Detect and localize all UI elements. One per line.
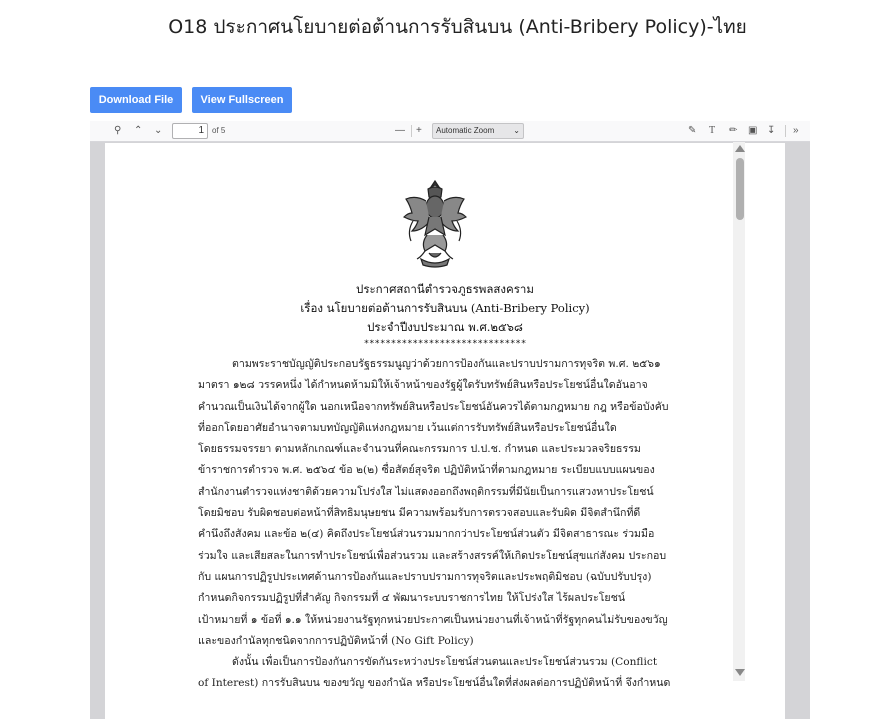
page-count: of 5 bbox=[212, 126, 226, 135]
view-fullscreen-button[interactable]: View Fullscreen bbox=[192, 87, 292, 113]
toolbar-divider bbox=[785, 125, 786, 137]
document-line: กำหนดกิจกรรมปฏิรูปที่สำคัญ กิจกรรมที่ ๔ พัฒนาระบบราชการไทย ให้โปร่งใส ไร้ผลประโยชน์ bbox=[198, 592, 626, 605]
document-line: คำนวณเป็นเงินได้จากผู้ใด นอกเหนือจากทรัพย์สินหรือประโยชน์อันควรได้ตามกฎหมาย กฎ หรือข้อบังคับ bbox=[198, 400, 669, 413]
document-line: of Interest) การรับสินบน ของขวัญ ของกำนัล หรือประโยชน์อื่นใดที่ส่งผลต่อการปฏิบัติหน้าที่ จึงกำหนด bbox=[198, 677, 671, 690]
previous-page-icon[interactable]: ⌃ bbox=[134, 125, 143, 136]
document-line: โดยธรรมจรรยา ตามหลักเกณฑ์และจำนวนที่คณะกรรมการ ป.ป.ช. กำหนด และประมวลจริยธรรม bbox=[198, 443, 641, 456]
document-line: และของกำนัลทุกชนิดจากการปฏิบัติหน้าที่ (No Gift Policy) bbox=[198, 634, 474, 647]
image-icon[interactable]: ▣ bbox=[748, 125, 758, 136]
zoom-select-value: Automatic Zoom bbox=[436, 126, 495, 135]
scroll-up-icon[interactable] bbox=[735, 145, 745, 152]
search-icon[interactable]: ⚲ bbox=[114, 125, 122, 136]
page-title: O18 ประกาศนโยบายต่อต้านการรับสินบน (Anti-Bribery Policy)-ไทย bbox=[168, 16, 747, 38]
download-file-button[interactable]: Download File bbox=[90, 87, 182, 113]
document-heading-1: ประกาศสถานีตำรวจภูธรพลสงคราม bbox=[356, 282, 534, 296]
pdf-toolbar bbox=[90, 121, 810, 142]
document-line: ข้าราชการตำรวจ พ.ศ. ๒๕๖๔ ข้อ ๒(๒) ซื่อสัตย์สุจริต ปฏิบัติหน้าที่ตามกฎหมาย ระเบียบแบบแผนของ bbox=[198, 464, 655, 477]
document-line: เป้าหมายที่ ๑ ข้อที่ ๑.๑ ให้หน่วยงานรัฐทุกหน่วยประกาศเป็นหน่วยงานที่เจ้าหน้าที่รัฐทุกคนไม่รับของขวัญ bbox=[198, 613, 668, 626]
document-divider-stars: ****************************** bbox=[363, 339, 527, 349]
next-page-icon[interactable]: ⌄ bbox=[154, 125, 163, 136]
garuda-emblem-icon bbox=[401, 177, 469, 269]
document-line: ตามพระราชบัญญัติประกอบรัฐธรรมนูญว่าด้วยการป้องกันและปราบปรามการทุจริต พ.ศ. ๒๕๖๑ bbox=[232, 358, 661, 370]
document-line: สำนักงานตำรวจแห่งชาติด้วยความโปร่งใส ไม่แสดงออกถึงพฤติกรรมที่มีนัยเป็นการแสวงหาประโยชน์ bbox=[198, 485, 654, 498]
page-number-input[interactable]: 1 bbox=[172, 123, 208, 139]
document-heading-2: เรื่อง นโยบายต่อต้านการรับสินบน (Anti-Bribery Policy) bbox=[300, 301, 590, 315]
pdf-viewer bbox=[90, 121, 810, 719]
draw-icon[interactable]: ✏ bbox=[729, 125, 738, 136]
document-line: คำนึงถึงสังคม และข้อ ๒(๔) คิดถึงประโยชน์ส่วนรวมมากกว่าประโยชน์ส่วนตัว มีจิตสาธารณะ ร่วมมือ bbox=[198, 528, 655, 541]
document-line: โดยมิชอบ รับผิดชอบต่อหน้าที่สิทธิมนุษยชน มีความพร้อมรับการตรวจสอบและรับผิด มีจิตสำนึกที่ดี bbox=[198, 507, 641, 520]
zoom-select[interactable] bbox=[432, 123, 524, 139]
document-line: มาตรา ๑๒๘ วรรคหนึ่ง ได้กำหนดห้ามมิให้เจ้าหน้าของรัฐผู้ใดรับทรัพย์สินหรือประโยชน์อื่นใดอันอาจ bbox=[198, 379, 648, 392]
scroll-down-icon[interactable] bbox=[735, 669, 745, 676]
document-page bbox=[105, 143, 785, 719]
document-line: กับ แผนการปฏิรูปประเทศด้านการป้องกันและปราบปรามการทุจริตและประพฤติมิชอบ (ฉบับปรับปรุง) bbox=[198, 570, 652, 583]
text-tool-icon[interactable]: T bbox=[709, 125, 716, 136]
document-line: ร่วมใจ และเสียสละในการทำประโยชน์เพื่อส่วนรวม และสร้างสรรค์ให้เกิดประโยชน์สุขแก่สังคม ประกอบ bbox=[198, 549, 667, 562]
vertical-scrollbar[interactable] bbox=[733, 142, 745, 681]
more-tools-icon[interactable]: » bbox=[793, 125, 799, 136]
document-line: ที่ออกโดยอาศัยอำนาจตามบทบัญญัติแห่งกฎหมาย เว้นแต่การรับทรัพย์สินหรือประโยชน์อื่นใด bbox=[198, 421, 617, 434]
document-line: ดังนั้น เพื่อเป็นการป้องกันการขัดกันระหว่างประโยชน์ส่วนตนและประโยชน์ส่วนรวม (Conflict bbox=[232, 656, 658, 669]
document-heading-3: ประจำปีงบประมาณ พ.ศ.๒๕๖๘ bbox=[367, 320, 523, 334]
document-body bbox=[198, 354, 688, 695]
toolbar-divider bbox=[411, 125, 412, 137]
zoom-out-icon[interactable]: — bbox=[395, 125, 405, 136]
scrollbar-thumb[interactable] bbox=[736, 158, 744, 220]
download-icon[interactable]: ↧ bbox=[767, 125, 776, 136]
highlight-icon[interactable]: ✎ bbox=[688, 125, 697, 136]
chevron-down-icon: ⌄ bbox=[513, 126, 520, 135]
zoom-in-icon[interactable]: + bbox=[416, 125, 422, 136]
